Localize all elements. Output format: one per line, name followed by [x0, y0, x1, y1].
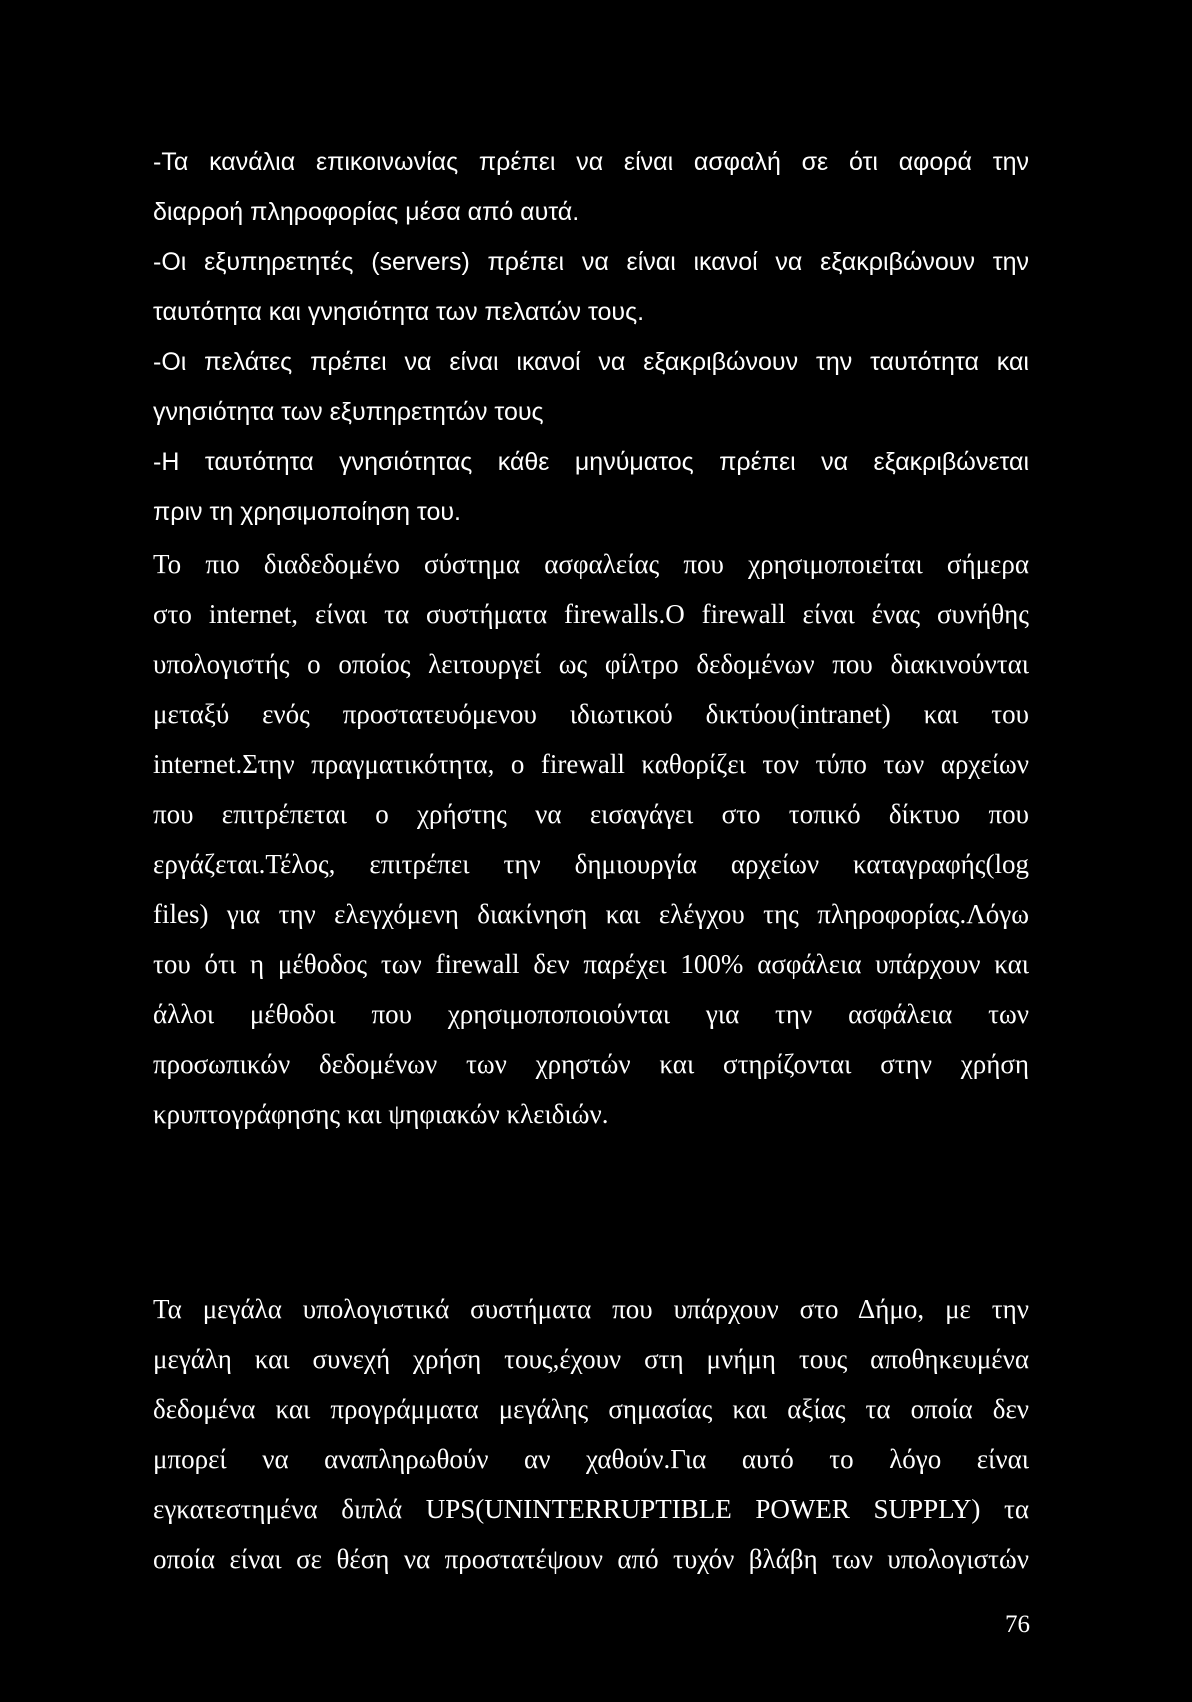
text-line: του ότι η μέθοδος των firewall δεν παρέχει 100% ασφάλεια υπάρχουν και [153, 949, 1029, 979]
text-line: Το πιο διαδεδομένο σύστημα ασφαλείας που χρησιμοποιείται σήμερα [153, 549, 1029, 579]
text-line: δεδομένα και προγράμματα μεγάλης σημασίας και αξίας τα οποία δεν [153, 1394, 1029, 1424]
text-line: υπολογιστής ο οποίος λειτουργεί ως φίλτρο δεδομένων που διακινούνται [153, 649, 1029, 679]
text-line: διαρροή πληροφορίας μέσα από αυτά. [153, 198, 580, 226]
text-line: εγκατεστημένα διπλά UPS(UNINTERRUPTIBLE POWER SUPPLY) τα [153, 1494, 1029, 1524]
text-line: -Οι εξυπηρετητές (servers) πρέπει να είναι ικανοί να εξακριβώνουν την [153, 248, 1029, 276]
text-line: Τα μεγάλα υπολογιστικά συστήματα που υπάρχουν στο Δήμο, με την [153, 1294, 1029, 1324]
text-line: άλλοι μέθοδοι που χρησιμοποποιούνται για την ασφάλεια των [153, 999, 1029, 1029]
text-line: κρυπτογράφησης και ψηφιακών κλειδιών. [153, 1099, 609, 1129]
text-line: ταυτότητα και γνησιότητα των πελατών τους. [153, 298, 645, 326]
text-line: μεγάλη και συνεχή χρήση τους,έχουν στη μνήμη τους αποθηκευμένα [153, 1344, 1029, 1374]
text-line: που επιτρέπεται ο χρήστης να εισαγάγει στο τοπικό δίκτυο που [153, 799, 1029, 829]
page-number: 76 [1005, 1611, 1030, 1638]
text-line: οποία είναι σε θέση να προστατέψουν από τυχόν βλάβη των υπολογιστών [153, 1544, 1029, 1574]
text-line: -Τα κανάλια επικοινωνίας πρέπει να είναι ασφαλή σε ότι αφορά την [153, 148, 1029, 176]
text-line: files) για την ελεγχόμενη διακίνηση και ελέγχου της πληροφορίας.Λόγω [153, 899, 1029, 929]
text-line: -Η ταυτότητα γνησιότητας κάθε μηνύματος πρέπει να εξακριβώνεται [153, 448, 1029, 476]
text-line: γνησιότητα των εξυπηρετητών τους [153, 398, 544, 426]
text-line: μεταξύ ενός προστατευόμενου ιδιωτικού δικτύου(intranet) και του [153, 699, 1029, 729]
text-line: internet.Στην πραγματικότητα, ο firewall καθορίζει τον τύπο των αρχείων [153, 749, 1029, 779]
text-line: εργάζεται.Τέλος, επιτρέπει την δημιουργία αρχείων καταγραφής(log [153, 849, 1029, 879]
text-line: πριν τη χρησιμοποίηση του. [153, 498, 461, 526]
text-line: -Οι πελάτες πρέπει να είναι ικανοί να εξακριβώνουν την ταυτότητα και [153, 348, 1029, 376]
text-line: μπορεί να αναπληρωθούν αν χαθούν.Για αυτό το λόγο είναι [153, 1444, 1029, 1474]
text-line: προσωπικών δεδομένων των χρηστών και στηρίζονται στην χρήση [153, 1049, 1029, 1079]
text-line: στο internet, είναι τα συστήματα firewalls.O firewall είναι ένας συνήθης [153, 599, 1029, 629]
